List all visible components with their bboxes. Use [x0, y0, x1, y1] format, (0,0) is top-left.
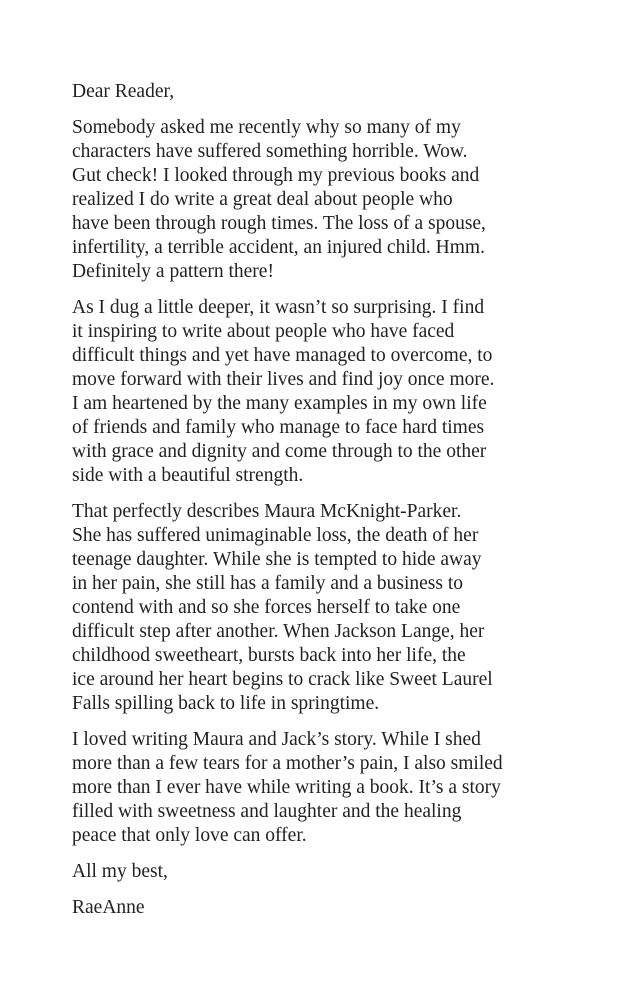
paragraph-2: [72, 296, 569, 488]
closing: All my best,: [72, 861, 168, 882]
text-line: difficult step after another. When Jackson Lange, her: [72, 621, 485, 642]
text-line: teenage daughter. While she is tempted to hide away: [72, 549, 482, 570]
text-line: Gut check! I looked through my previous books and: [72, 165, 480, 186]
text-line: Somebody asked me recently why so many of my: [72, 117, 461, 138]
text-line: Falls spilling back to life in springtime.: [72, 693, 380, 714]
letter-body: [72, 80, 569, 920]
text-line: I am heartened by the many examples in my own life: [72, 393, 487, 414]
text-line: move forward with their lives and find joy once more.: [72, 369, 495, 390]
text-line: filled with sweetness and laughter and the healing: [72, 801, 462, 822]
text-line: with grace and dignity and come through to the other: [72, 441, 487, 462]
text-line: in her pain, she still has a family and a business to: [72, 573, 464, 594]
text-line: That perfectly describes Maura McKnight-Parker.: [72, 501, 462, 522]
text-line: I loved writing Maura and Jack’s story. While I shed: [72, 729, 481, 750]
text-line: contend with and so she forces herself to take one: [72, 597, 461, 618]
text-line: of friends and family who manage to face hard times: [72, 417, 485, 438]
text-line: have been through rough times. The loss of a spouse,: [72, 213, 486, 234]
text-line: childhood sweetheart, bursts back into her life, the: [72, 645, 466, 666]
text-line: it inspiring to write about people who have faced: [72, 321, 455, 342]
text-line: characters have suffered something horrible. Wow.: [72, 141, 468, 162]
text-line: side with a beautiful strength.: [72, 465, 304, 486]
text-line: Definitely a pattern there!: [72, 261, 274, 282]
paragraph-1: [72, 116, 569, 284]
signature: RaeAnne: [72, 897, 145, 918]
text-line: As I dug a little deeper, it wasn’t so surprising. I find: [72, 297, 485, 318]
text-line: She has suffered unimaginable loss, the death of her: [72, 525, 479, 546]
text-line: realized I do write a great deal about people who: [72, 189, 453, 210]
text-line: infertility, a terrible accident, an injured child. Hmm.: [72, 237, 485, 258]
paragraph-3: [72, 500, 569, 716]
text-line: ice around her heart begins to crack like Sweet Laurel: [72, 669, 493, 690]
text-line: peace that only love can offer.: [72, 825, 307, 846]
text-line: more than I ever have while writing a book. It’s a story: [72, 777, 501, 798]
salutation: Dear Reader,: [72, 81, 175, 102]
paragraph-4: [72, 728, 569, 848]
text-line: difficult things and yet have managed to overcome, to: [72, 345, 493, 366]
text-line: more than a few tears for a mother’s pain, I also smiled: [72, 753, 503, 774]
